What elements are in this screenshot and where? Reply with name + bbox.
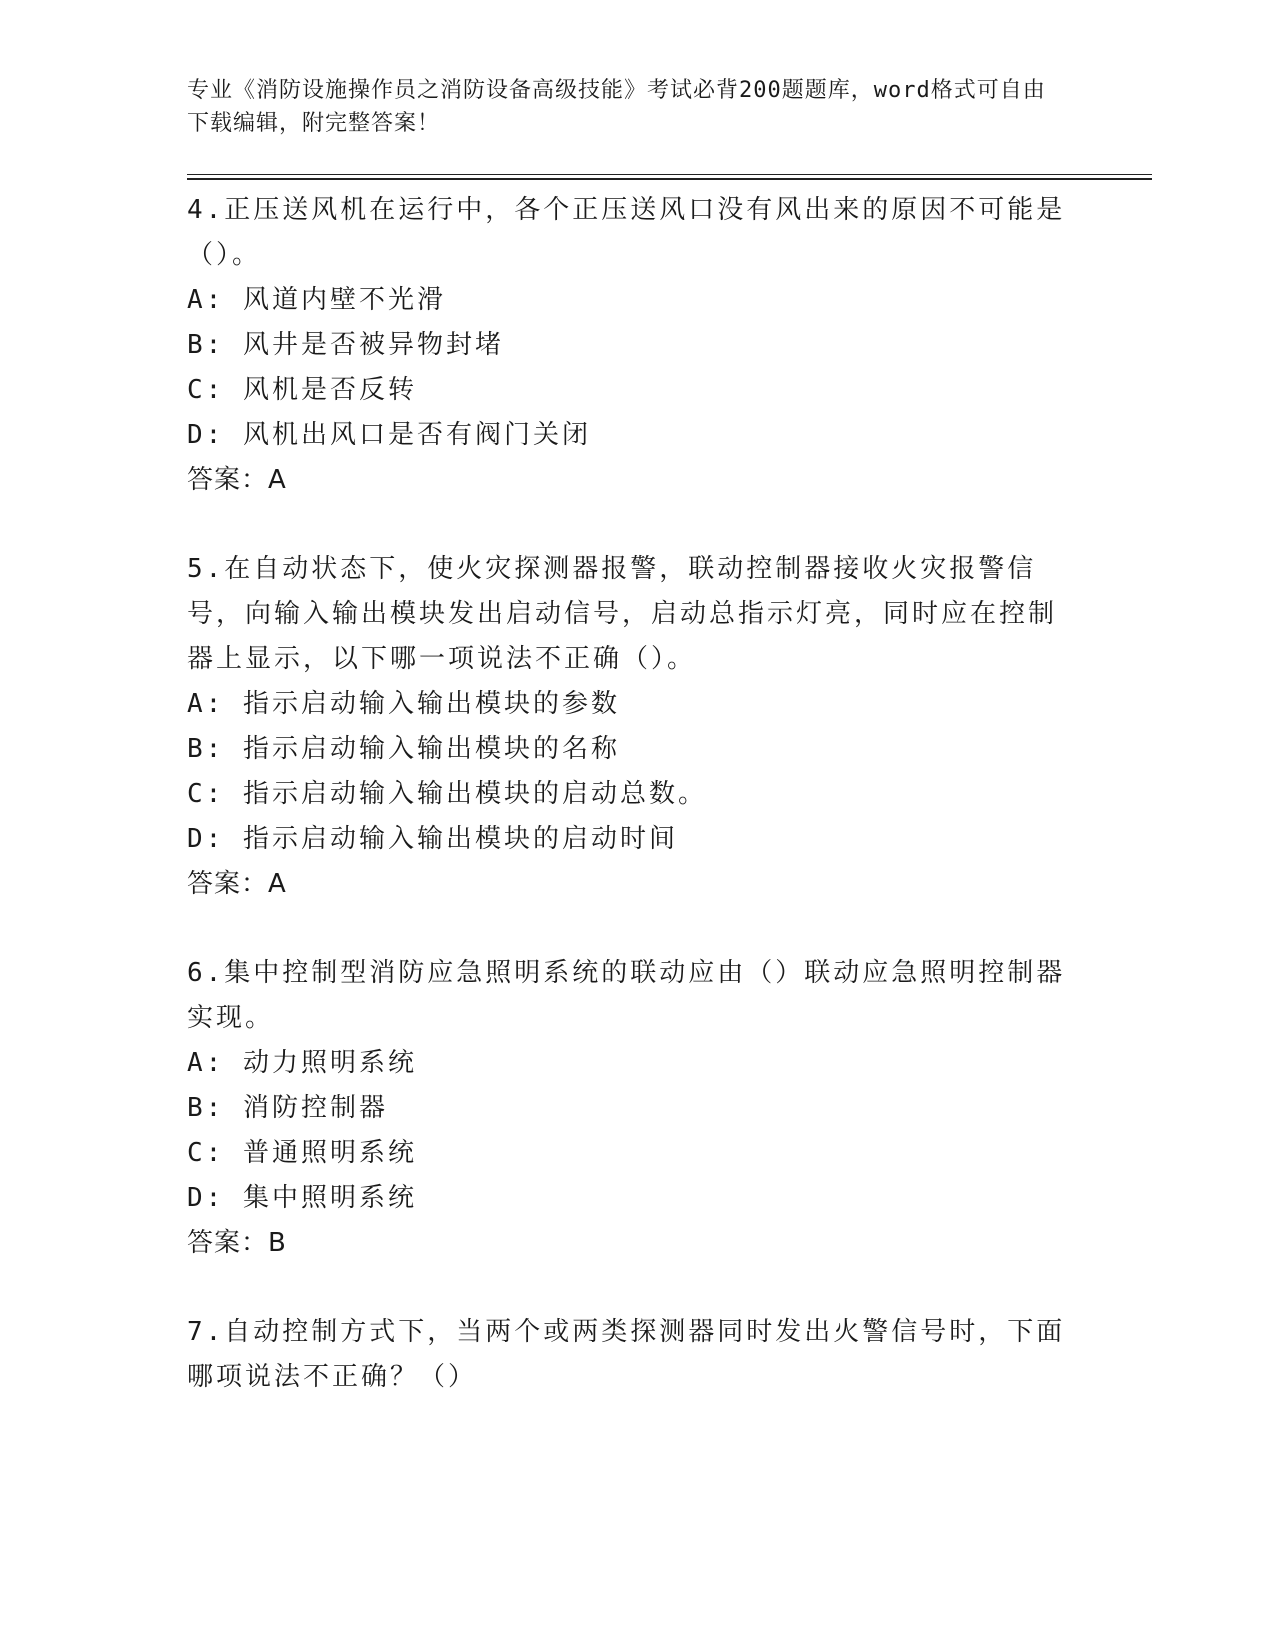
question-text: 6.集中控制型消防应急照明系统的联动应由（）联动应急照明控制器实现。 xyxy=(187,958,1066,1033)
header-divider-thick xyxy=(187,178,1152,180)
header-divider-thin xyxy=(187,174,1152,175)
question-item xyxy=(187,951,1067,1266)
question-spacer xyxy=(187,503,1067,547)
option-c: C: 风机是否反转 xyxy=(187,375,417,405)
question-spacer xyxy=(187,907,1067,951)
question-spacer xyxy=(187,1266,1067,1310)
answer-text: 答案：A xyxy=(187,869,287,899)
question-text: 4.正压送风机在运行中，各个正压送风口没有风出来的原因不可能是（）。 xyxy=(187,195,1066,270)
option-d: D: 集中照明系统 xyxy=(187,1183,417,1213)
option-b: B: 消防控制器 xyxy=(187,1093,388,1123)
option-b: B: 指示启动输入输出模块的名称 xyxy=(187,734,620,764)
option-a: A: 风道内壁不光滑 xyxy=(187,285,446,315)
answer-text: 答案：A xyxy=(187,465,287,495)
document-header: 专业《消防设施操作员之消防设备高级技能》考试必背200题题库，word格式可自由下载编辑，附完整答案！ xyxy=(187,78,1046,136)
option-a: A: 指示启动输入输出模块的参数 xyxy=(187,689,620,719)
option-b: B: 风井是否被异物封堵 xyxy=(187,330,504,360)
question-item xyxy=(187,1310,1067,1400)
question-text: 7.自动控制方式下，当两个或两类探测器同时发出火警信号时，下面哪项说法不正确？（） xyxy=(187,1317,1066,1392)
question-text: 5.在自动状态下，使火灾探测器报警，联动控制器接收火灾报警信号，向输入输出模块发出启动信号，启动总指示灯亮，同时应在控制器上显示，以下哪一项说法不正确（）。 xyxy=(187,554,1058,674)
option-c: C: 指示启动输入输出模块的启动总数。 xyxy=(187,779,707,809)
option-d: D: 指示启动输入输出模块的启动时间 xyxy=(187,824,678,854)
option-d: D: 风机出风口是否有阀门关闭 xyxy=(187,420,591,450)
option-c: C: 普通照明系统 xyxy=(187,1138,417,1168)
answer-text: 答案：B xyxy=(187,1228,287,1258)
question-item xyxy=(187,547,1067,907)
question-list xyxy=(187,188,1067,1400)
question-item xyxy=(187,188,1067,503)
option-a: A: 动力照明系统 xyxy=(187,1048,417,1078)
